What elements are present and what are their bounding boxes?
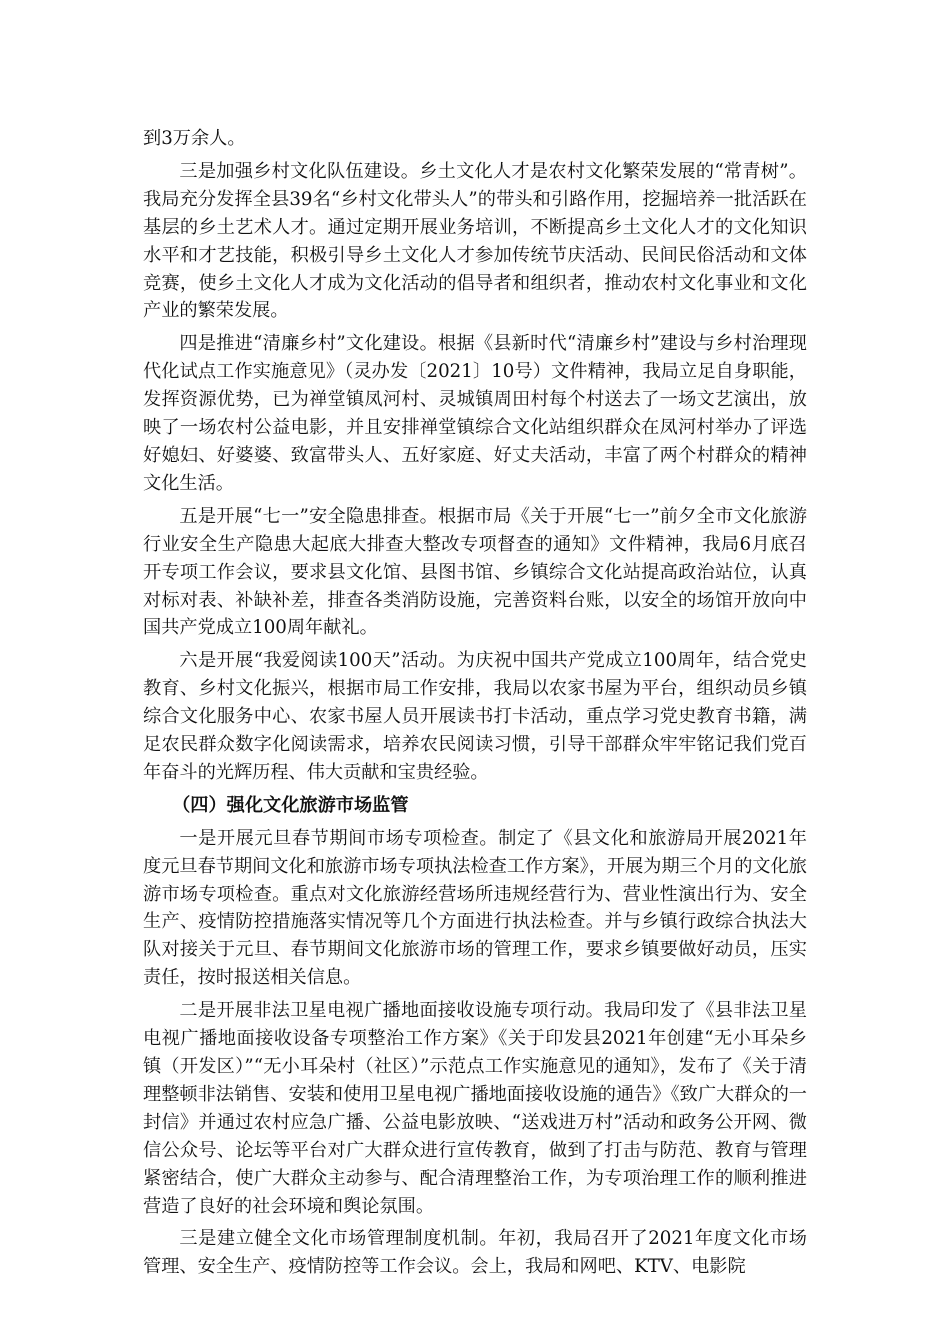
paragraph-reading-campaign: 六是开展“我爱阅读100天”活动。为庆祝中国共产党成立100周年，结合党史教育、乡村文化振兴，根据市局工作安排，我局以农家书屋为平台，组织动员乡镇综合文化服务中心、农家书屋人员开展读书打卡活动，重点学习党史教育书籍，满足农民群众数字化阅读需求，培养农民阅读习惯，引导干部群众牢牢铭记我们党百年奋斗的光辉历程、伟大贡献和宝贵经验。 (143, 650, 807, 783)
paragraph-satellite-campaign: 二是开展非法卫星电视广播地面接收设施专项行动。我局印发了《县非法卫星电视广播地面接收设备专项整治工作方案》《关于印发县2021年创建“无小耳朵乡镇（开发区）”“无小耳朵村（社区）”示范点工作实施意见的通知》，发布了《关于清理整顿非法销售、安装和使用卫星电视广播地面接收设施的通告》《致广大群众的一封信》并通过农村应急广播、公益电影放映、“送戏进万村”活动和政务公开网、微信公众号、论坛等平台对广大群众进行宣传教育，做到了打击与防范、教育与管理紧密结合，使广大群众主动参与、配合清理整治工作，为专项治理工作的顺利推进营造了良好的社会环境和舆论氛围。 (143, 1000, 807, 1217)
paragraph-holiday-inspection: 一是开展元旦春节期间市场专项检查。制定了《县文化和旅游局开展2021年度元旦春节期间文化和旅游市场专项执法检查工作方案》，开展为期三个月的文化旅游市场专项检查。重点对文化旅游经营场所违规经营行为、营业性演出行为、安全生产、疫情防控措施落实情况等几个方面进行执法检查。并与乡镇行政综合执法大队对接关于元旦、春节期间文化旅游市场的管理工作，要求乡镇要做好动员，压实责任，按时报送相关信息。 (143, 827, 807, 989)
document-page (143, 125, 807, 1286)
paragraph-clean-village: 四是推进“清廉乡村”文化建设。根据《县新时代“清廉乡村”建设与乡村治理现代化试点工作实施意见》（灵办发〔2021〕10号）文件精神，我局立足自身职能，发挥资源优势，已为禅堂镇凤河村、灵城镇周田村每个村送去了一场文艺演出，放映了一场农村公益电影，并且安排禅堂镇综合文化站组织群众在凤河村举办了评选好媳妇、好婆婆、致富带头人、五好家庭、好丈夫活动，丰富了两个村群众的精神文化生活。 (143, 333, 807, 494)
paragraph-rural-culture-team: 三是加强乡村文化队伍建设。乡土文化人才是农村文化繁荣发展的“常青树”。我局充分发挥全县39名“乡村文化带头人”的带头和引路作用，挖掘培养一批活跃在基层的乡土艺术人才。通过定期开展业务培训，不断提高乡土文化人才的文化知识水平和才艺技能，积极引导乡土文化人才参加传统节庆活动、民间民俗活动和文体竞赛，使乡土文化人才成为文化活动的倡导者和组织者，推动农村文化事业和文化产业的繁荣发展。 (143, 160, 807, 322)
paragraph-continuation: 到3万余人。 (143, 128, 246, 149)
section-heading: （四）强化文化旅游市场监管 (172, 794, 409, 816)
paragraph-market-mechanism: 三是建立健全文化市场管理制度机制。年初，我局召开了2021年度文化市场管理、安全生产、疫情防控等工作会议。会上，我局和网吧、KTV、电影院 (143, 1228, 807, 1278)
paragraph-safety-inspection: 五是开展“七一”安全隐患排查。根据市局《关于开展“七一”前夕全市文化旅游行业安全生产隐患大起底大排查大整改专项督查的通知》文件精神，我局6月底召开专项工作会议，要求县文化馆、县图书馆、乡镇综合文化站提高政治站位，认真对标对表、补缺补差，排查各类消防设施，完善资料台账，以安全的场馆开放向中国共产党成立100周年献礼。 (143, 505, 807, 639)
